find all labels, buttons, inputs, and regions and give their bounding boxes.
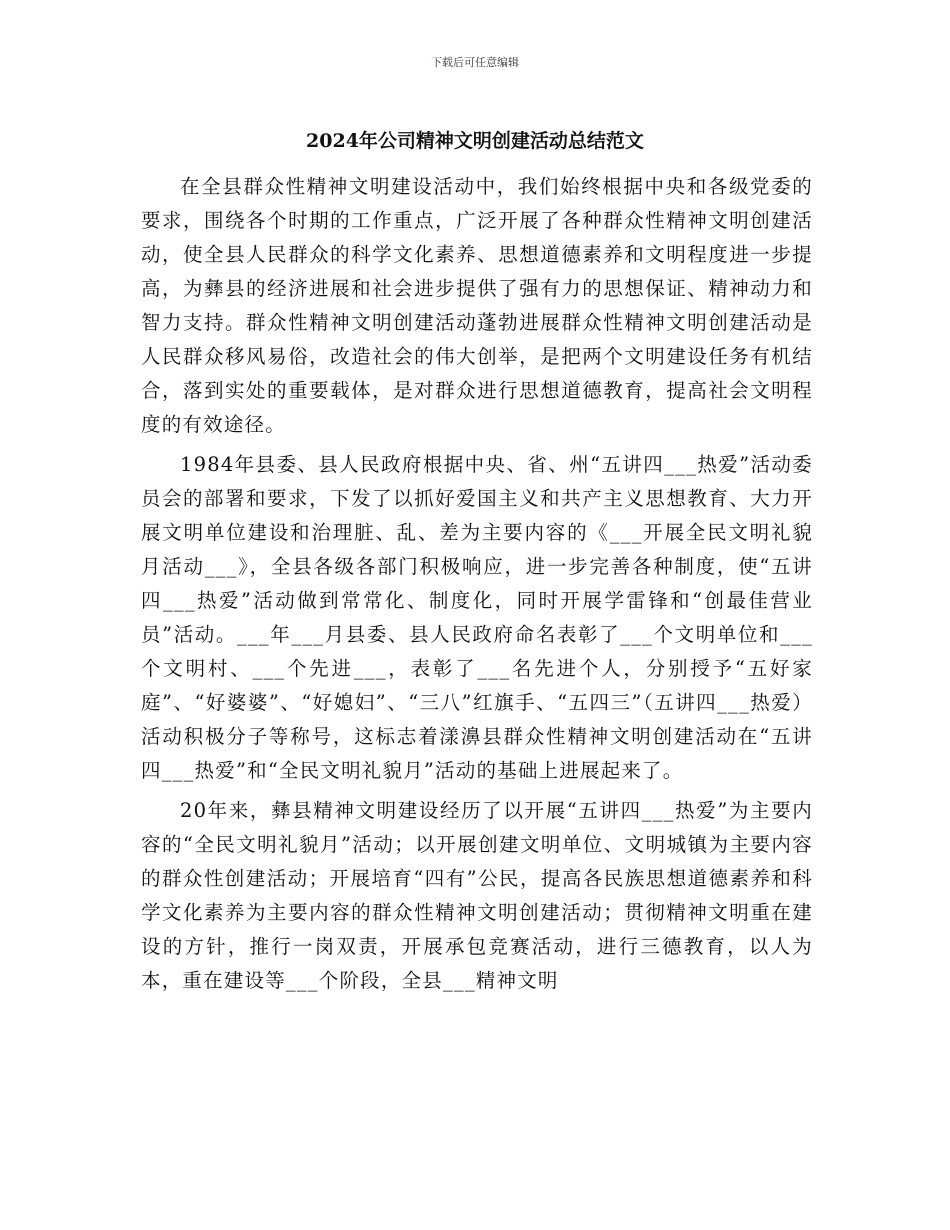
paragraph-2: 1984年县委、县人民政府根据中央、省、州“五讲四___热爱”活动委员会的部署和要求，下发了以抓好爱国主义和共产主义思想教育、大力开展文明单位建设和治理脏、乱、差为主要内容的《___开展全民文明礼貌月活动___》，全县各级各部门积极响应，进一步完善各种制度，使“五讲四___热爱”活动做到常常化、制度化，同时开展学雷锋和“创最佳营业员”活动。___年___月县委、县人民政府命名表彰了___个文明单位和___个文明村、___个先进___，表彰了___名先进个人，分别授予“五好家庭”、“好婆婆”、“好媳妇”、“三八”红旗手、“五四三”（五讲四___热爱）活动积极分子等称号，这标志着漾濞县群众性精神文明创建活动在“五讲四___热爱”和“全民文明礼貌月”活动的基础上进展起来了。 <box>141 453 813 782</box>
document-title: 2024年公司精神文明创建活动总结范文 <box>306 130 644 152</box>
paragraph-3: 20年来，彝县精神文明建设经历了以开展“五讲四___热爱”为主要内容的“全民文明礼貌月”活动；以开展创建文明单位、文明城镇为主要内容的群众性创建活动；开展培育“四有”公民，提高各民族思想道德素养和科学文化素养为主要内容的群众性精神文明创建活动；贯彻精神文明重在建设的方针，推行一岗双责，开展承包竞赛活动，进行三德教育，以人为本，重在建设等___个阶段，全县___精神文明 <box>141 799 813 992</box>
page-header-note: 下载后可任意编辑 <box>431 56 519 69</box>
paragraph-1: 在全县群众性精神文明建设活动中，我们始终根据中央和各级党委的要求，围绕各个时期的工作重点，广泛开展了各种群众性精神文明创建活动，使全县人民群众的科学文化素养、思想道德素养和文明程度进一步提高，为彝县的经济进展和社会进步提供了强有力的思想保证、精神动力和智力支持。群众性精神文明创建活动蓬勃进展群众性精神文明创建活动是人民群众移风易俗，改造社会的伟大创举，是把两个文明建设任务有机结合，落到实处的重要载体，是对群众进行思想道德教育，提高社会文明程度的有效途径。 <box>141 175 813 436</box>
document-body <box>141 170 813 1004</box>
